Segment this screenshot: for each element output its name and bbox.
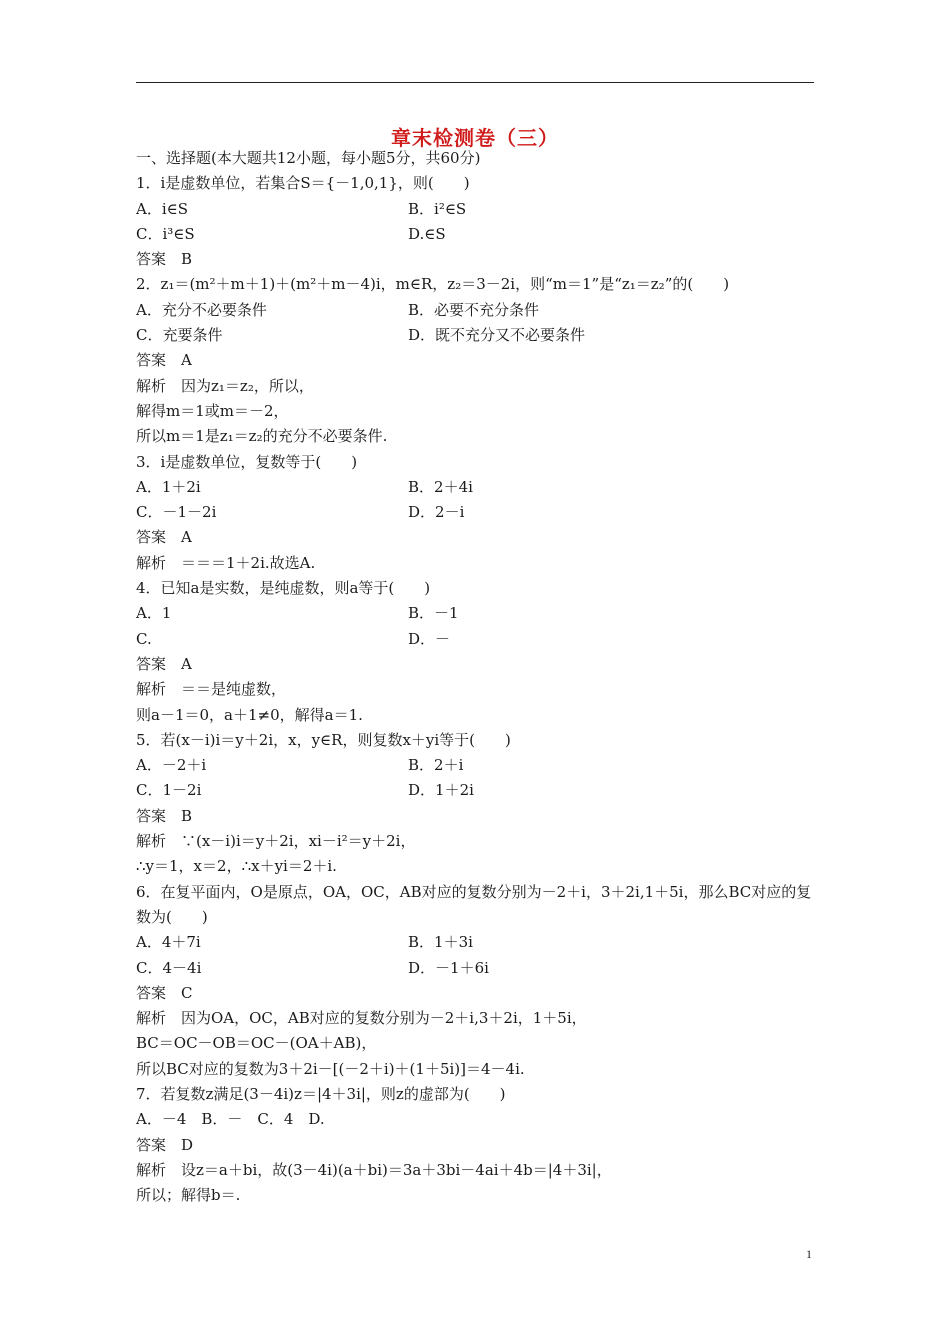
option-right: B．i²∈S xyxy=(408,199,467,218)
option-right: B．2＋i xyxy=(408,756,464,775)
line-text: 解析 因为OA，OC，AB对应的复数分别为－2＋i,3＋2i，1＋5i， xyxy=(136,1009,587,1028)
option-right: D．－1＋6i xyxy=(408,958,489,977)
text-line xyxy=(136,323,816,348)
section-heading: 一、选择题(本大题共12小题，每小题5分，共60分) xyxy=(136,149,481,167)
text-line xyxy=(136,778,816,803)
line-text: C．i³∈S xyxy=(136,224,195,243)
text-line xyxy=(136,804,816,829)
line-text: 3．i是虚数单位，复数等于( ) xyxy=(136,452,358,471)
option-right: D．－ xyxy=(408,629,451,648)
option-right: B．2＋4i xyxy=(408,477,473,496)
text-line xyxy=(136,1057,816,1082)
option-right: B．必要不充分条件 xyxy=(408,300,540,319)
line-text: 所以m＝1是z₁＝z₂的充分不必要条件. xyxy=(136,427,388,446)
line-text: 则a－1＝0，a＋1≠0，解得a＝1. xyxy=(136,705,363,724)
text-line xyxy=(136,1107,816,1132)
text-line xyxy=(136,677,816,702)
text-line xyxy=(136,981,816,1006)
header-rule xyxy=(136,82,814,83)
text-line xyxy=(136,880,816,931)
line-text: 4．已知a是实数，是纯虚数，则a等于( ) xyxy=(136,579,431,598)
document-body xyxy=(136,146,816,1208)
text-line xyxy=(136,348,816,373)
text-line xyxy=(136,298,816,323)
line-text: 7．若复数z满足(3－4i)z＝|4＋3i|，则z的虚部为( ) xyxy=(136,1084,506,1103)
line-text: 解析 ＝＝是纯虚数， xyxy=(136,680,287,699)
text-line xyxy=(136,247,816,272)
text-line xyxy=(136,1006,816,1031)
option-right: B．1＋3i xyxy=(408,933,473,952)
line-text: 所以；解得b＝. xyxy=(136,1186,241,1205)
line-text: 2．z₁＝(m²＋m＋1)＋(m²＋m－4)i，m∈R，z₂＝3－2i，则“m＝1”是“z₁＝z₂”的( ) xyxy=(136,275,730,294)
option-right: D．2－i xyxy=(408,503,465,522)
text-line xyxy=(136,1183,816,1208)
option-right: D．1＋2i xyxy=(408,781,474,800)
text-line xyxy=(136,525,816,550)
text-line xyxy=(136,475,816,500)
line-text: C．－1－2i xyxy=(136,503,217,522)
line-text: A．1＋2i xyxy=(136,477,201,496)
text-line xyxy=(136,576,816,601)
line-text: 解析 ∵(x－i)i＝y＋2i，xi－i²＝y＋2i， xyxy=(136,832,416,851)
text-line xyxy=(136,956,816,981)
line-text: 答案 B xyxy=(136,806,193,825)
line-text: 1．i是虚数单位，若集合S＝{－1,0,1}，则( ) xyxy=(136,174,470,193)
line-text: C．1－2i xyxy=(136,781,202,800)
line-text: 解得m＝1或m＝－2， xyxy=(136,401,289,420)
text-line xyxy=(136,222,816,247)
option-right: D.∈S xyxy=(408,224,446,243)
text-line xyxy=(136,652,816,677)
page-title: 章末检测卷（三） xyxy=(391,126,559,150)
text-line xyxy=(136,1133,816,1158)
text-line xyxy=(136,854,816,879)
line-text: 5．若(x－i)i＝y＋2i，x，y∈R，则复数x＋yi等于( ) xyxy=(136,730,511,749)
line-text: 所以BC对应的复数为3＋2i－[(－2＋i)＋(1＋5i)]＝4－4i. xyxy=(136,1059,525,1078)
line-text: A．1 xyxy=(136,604,172,623)
text-line xyxy=(136,551,816,576)
text-line xyxy=(136,728,816,753)
line-text: 解析 ＝＝＝1＋2i.故选A. xyxy=(136,553,316,572)
line-text: 答案 B xyxy=(136,250,193,269)
text-line xyxy=(136,601,816,626)
line-text: 解析 因为z₁＝z₂，所以， xyxy=(136,376,314,395)
line-text: A．4＋7i xyxy=(136,933,201,952)
text-line xyxy=(136,272,816,297)
text-line xyxy=(136,930,816,955)
text-line xyxy=(136,627,816,652)
text-line xyxy=(136,171,816,196)
line-text: A．充分不必要条件 xyxy=(136,300,267,319)
text-line xyxy=(136,1031,816,1056)
page-number: 1 xyxy=(806,1247,812,1261)
line-text: A．－4 B．－ C．4 D. xyxy=(136,1110,325,1129)
text-line xyxy=(136,197,816,222)
text-line xyxy=(136,1158,816,1183)
line-text: 6．在复平面内，O是原点，OA，OC，AB对应的复数分别为－2＋i，3＋2i,1＋5i，那么BC对应的复数为( ) xyxy=(136,882,812,926)
text-line xyxy=(136,424,816,449)
line-text: 答案 C xyxy=(136,983,193,1002)
line-text: 答案 D xyxy=(136,1135,194,1154)
text-line xyxy=(136,374,816,399)
line-text: C．充要条件 xyxy=(136,326,223,345)
text-line xyxy=(136,1082,816,1107)
line-text: 答案 A xyxy=(136,654,192,673)
text-line xyxy=(136,753,816,778)
text-line xyxy=(136,703,816,728)
option-right: D．既不充分又不必要条件 xyxy=(408,326,586,345)
line-text: A．－2＋i xyxy=(136,756,207,775)
text-line xyxy=(136,399,816,424)
line-text: C. xyxy=(136,629,152,648)
option-right: B．－1 xyxy=(408,604,459,623)
text-line xyxy=(136,829,816,854)
line-text: C．4－4i xyxy=(136,958,202,977)
line-text: BC＝OC－OB＝OC－(OA＋AB)， xyxy=(136,1034,377,1053)
text-line xyxy=(136,500,816,525)
line-text: 答案 A xyxy=(136,528,192,547)
line-text: A．i∈S xyxy=(136,199,189,218)
line-text: ∴y＝1，x＝2，∴x＋yi＝2＋i. xyxy=(136,857,337,876)
line-text: 答案 A xyxy=(136,351,192,370)
line-text: 解析 设z＝a＋bi，故(3－4i)(a＋bi)＝3a＋3bi－4ai＋4b＝|4＋3i|， xyxy=(136,1160,612,1179)
text-line xyxy=(136,450,816,475)
